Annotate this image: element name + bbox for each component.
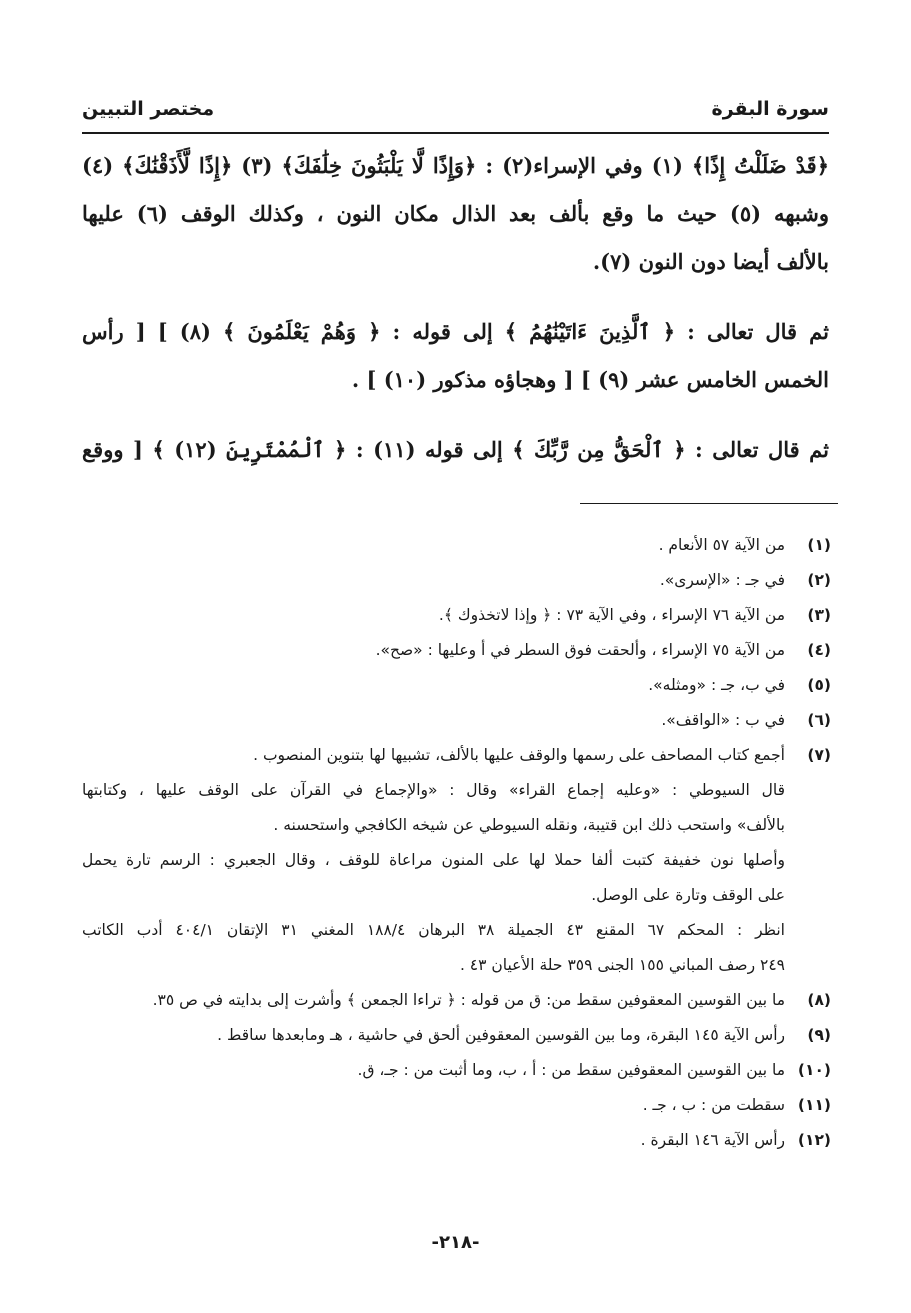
footnote-number: (٢) — [807, 571, 831, 589]
footnote-text: ما بين القوسين المعقوفين سقط من : أ ، ب، وما أثبت من : جـ، ق. — [357, 1061, 785, 1079]
footnote-item — [82, 530, 831, 560]
footnote-number: (٥) — [807, 676, 831, 694]
footnote-continuation — [82, 950, 831, 980]
footnote-text: وأصلها نون خفيفة كتبت ألفا حملا لها على المنون مراعاة للوقف ، وقال الجعبري : الرسم تارة يحمل — [82, 851, 785, 869]
footnote-text: في جـ : «الإسرى». — [659, 571, 785, 589]
main-text-line: ﴿قَدْ ضَلَلْتُ إِذًا﴾ (١) وفي الإسراء(٢) : ﴿وَإِذًا لَّا يَلْبَثُونَ خِلَٰفَكَ﴾ (٣) ﴿إِذًا لَّأَذَقْنَٰكَ﴾ (٤) — [82, 153, 829, 178]
footnote-text: ٢٤٩ رصف المباني ١٥٥ الجنى ٣٥٩ حلة الأعيان ٤٣ . — [459, 956, 785, 974]
footnote-text: ما بين القوسين المعقوفين سقط من: ق من قوله : ﴿ تراءا الجمعن ﴾ وأشرت إلى بدايته في ص ٣٥. — [152, 991, 785, 1009]
footnote-item — [82, 635, 831, 665]
main-text-line: وشبهه (٥) حيث ما وقع بألف بعد الذال مكان النون ، وكذلك الوقف (٦) عليها — [82, 201, 829, 226]
footnote-text: رأس الآية ١٤٥ البقرة، وما بين القوسين المعقوفين ألحق في حاشية ، هـ ومابعدها ساقط . — [217, 1026, 785, 1044]
footnote-text: سقطت من : ب ، جـ . — [642, 1096, 785, 1114]
footnote-number: (١٢) — [797, 1131, 831, 1149]
main-text-line: ثم قال تعالى : ﴿ ٱلْحَقُّ مِن رَّبِّكَ ﴾ إلى قوله (١١) : ﴿ ٱلْمُمْتَرِينَ (١٢) ﴾ [ ووقع — [82, 437, 829, 462]
footnote-item — [82, 705, 831, 735]
footnote-text: بالألف» واستحب ذلك ابن قتيبة، ونقله السيوطي عن شيخه الكافجي واستحسنه . — [273, 816, 785, 834]
footnote-number: (٤) — [807, 641, 831, 659]
footnote-text: من الآية ٧٦ الإسراء ، وفي الآية ٧٣ : ﴿ وإذا لاتخذوك ﴾. — [438, 606, 785, 624]
footnote-divider — [580, 503, 838, 504]
footnote-continuation — [82, 775, 831, 805]
footnote-number: (١٠) — [797, 1061, 831, 1079]
footnote-text: انظر : المحكم ٦٧ المقنع ٤٣ الجميلة ٣٨ البرهان ١٨٨/٤ المغني ٣١ الإتقان ٤٠٤/١ أدب الكاتب — [82, 921, 785, 939]
footnote-number: (٧) — [807, 746, 831, 764]
footnote-item — [82, 740, 831, 770]
footnote-text: من الآية ٥٧ الأنعام . — [658, 536, 785, 554]
footnote-item — [82, 565, 831, 595]
footnote-continuation — [82, 915, 831, 945]
footnote-text: في ب : «الواقف». — [661, 711, 785, 729]
footnote-text: في ب، جـ : «ومثله». — [648, 676, 785, 694]
main-text-line: بالألف أيضا دون النون (٧). — [592, 249, 829, 274]
footnote-item — [82, 985, 831, 1015]
footnote-item — [82, 600, 831, 630]
footnote-item — [82, 670, 831, 700]
footnote-number: (١) — [807, 536, 831, 554]
footnote-number: (٩) — [807, 1026, 831, 1044]
footnote-text: قال السيوطي : «وعليه إجماع القراء» وقال : «والإجماع في القرآن على الوقف عليها ، وكتابتها — [82, 781, 785, 799]
footnote-item — [82, 1090, 831, 1120]
surah-title: سورة البقرة — [711, 98, 829, 120]
footnote-number: (٨) — [807, 991, 831, 1009]
footnote-text: أجمع كتاب المصاحف على رسمها والوقف عليها بالألف، تشبيها لها بتنوين المنصوب . — [253, 746, 785, 764]
footnote-number: (٦) — [807, 711, 831, 729]
main-text-line: الخمس الخامس عشر (٩) ] [ وهجاؤه مذكور (١٠) ] . — [351, 367, 829, 392]
page-number: -٢١٨- — [431, 1232, 480, 1253]
footnote-continuation — [82, 880, 831, 910]
footnote-item — [82, 1055, 831, 1085]
footnote-text: رأس الآية ١٤٦ البقرة . — [640, 1131, 785, 1149]
header-divider — [82, 132, 829, 134]
book-title: مختصر التبيين — [82, 98, 215, 120]
footnote-item — [82, 1020, 831, 1050]
footnote-text: على الوقف وتارة على الوصل. — [591, 886, 785, 904]
footnote-number: (٣) — [807, 606, 831, 624]
main-text-line: ثم قال تعالى : ﴿ ٱلَّذِينَ ءَاتَيْنَٰهُمُ ﴾ إلى قوله : ﴿ وَهُمْ يَعْلَمُونَ ﴾ (٨) ] [ رأس — [82, 319, 829, 344]
footnote-number: (١١) — [797, 1096, 831, 1114]
footnote-item — [82, 1125, 831, 1155]
footnote-continuation — [82, 845, 831, 875]
page-header — [82, 86, 829, 120]
footnote-continuation — [82, 810, 831, 840]
footnote-text: من الآية ٧٥ الإسراء ، وألحقت فوق السطر في أ وعليها : «صح». — [375, 641, 785, 659]
